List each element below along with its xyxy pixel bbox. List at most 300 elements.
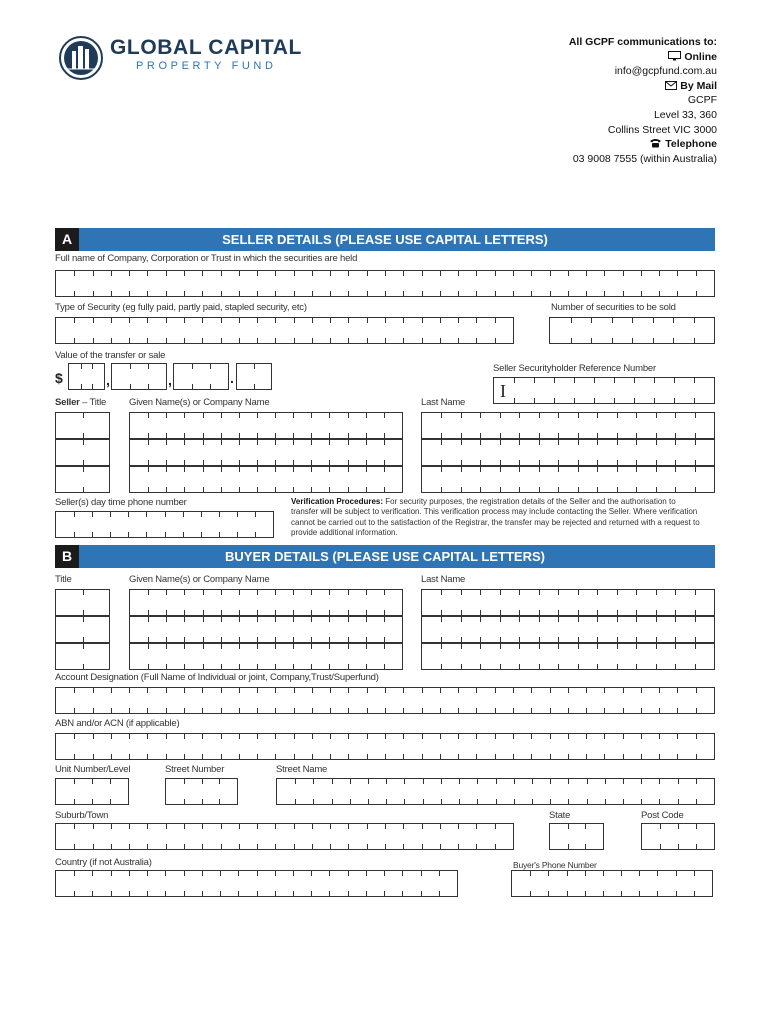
cell-divider — [617, 467, 618, 472]
cell-divider — [441, 460, 442, 465]
mail-line — [569, 79, 717, 94]
cell-divider — [539, 487, 540, 492]
cell-divider — [675, 460, 676, 465]
cell-divider — [293, 644, 294, 649]
cell-divider — [330, 271, 331, 276]
cell-divider — [311, 433, 312, 438]
cell-divider — [219, 779, 220, 784]
cell-divider — [550, 754, 551, 759]
value-field-1[interactable] — [68, 363, 105, 390]
cell-divider — [294, 844, 295, 849]
cell-divider — [695, 644, 696, 649]
buyer-title-label: Title — [55, 574, 72, 585]
cell-divider — [203, 440, 204, 445]
cell-divider — [403, 824, 404, 829]
cell-divider — [459, 799, 460, 804]
cell-divider — [166, 433, 167, 438]
cell-divider — [93, 688, 94, 693]
cell-divider — [111, 291, 112, 296]
cell-divider — [539, 440, 540, 445]
street-number-label: Street Number — [165, 764, 225, 775]
cell-divider — [597, 440, 598, 445]
cell-divider — [202, 824, 203, 829]
value-field-2[interactable] — [111, 363, 167, 390]
cell-divider — [568, 734, 569, 739]
cell-divider — [675, 433, 676, 438]
cell-divider — [239, 708, 240, 713]
cell-divider — [461, 413, 462, 418]
cell-divider — [461, 467, 462, 472]
cell-divider — [675, 467, 676, 472]
cell-divider — [695, 617, 696, 622]
cell-divider — [500, 644, 501, 649]
cell-divider — [202, 779, 203, 784]
cell-divider — [366, 891, 367, 896]
cell-divider — [458, 318, 459, 323]
cell-divider — [385, 271, 386, 276]
cell-divider — [558, 467, 559, 472]
cell-divider — [539, 610, 540, 615]
cell-divider — [636, 664, 637, 669]
cell-divider — [604, 734, 605, 739]
cell-divider — [654, 378, 655, 383]
street-name-field[interactable] — [276, 778, 715, 805]
cell-divider — [293, 460, 294, 465]
cell-divider — [404, 779, 405, 784]
seller-last-2[interactable] — [421, 439, 715, 466]
cell-divider — [558, 413, 559, 418]
cell-divider — [366, 644, 367, 649]
cell-divider — [656, 590, 657, 595]
cell-divider — [83, 487, 84, 492]
cell-divider — [441, 799, 442, 804]
unit-number-field[interactable] — [55, 778, 129, 805]
cell-divider — [586, 708, 587, 713]
cell-divider — [148, 440, 149, 445]
cell-divider — [384, 460, 385, 465]
cell-divider — [202, 891, 203, 896]
seller-given-3[interactable] — [129, 466, 403, 493]
cell-divider — [295, 779, 296, 784]
cell-divider — [366, 637, 367, 642]
cell-divider — [111, 734, 112, 739]
cell-divider — [476, 291, 477, 296]
online-label: Online — [684, 50, 717, 63]
cell-divider — [311, 891, 312, 896]
cell-divider — [111, 754, 112, 759]
cell-divider — [480, 433, 481, 438]
cell-divider — [202, 844, 203, 849]
cell-divider — [329, 460, 330, 465]
cell-divider — [237, 512, 238, 517]
cell-divider — [74, 891, 75, 896]
cell-divider — [128, 532, 129, 537]
cell-divider — [366, 610, 367, 615]
cell-divider — [558, 487, 559, 492]
cell-divider — [166, 413, 167, 418]
cell-divider — [534, 378, 535, 383]
cell-divider — [311, 460, 312, 465]
cell-divider — [202, 734, 203, 739]
cell-divider — [694, 378, 695, 383]
cell-divider — [366, 440, 367, 445]
cell-divider — [294, 688, 295, 693]
street-name-label: Street Name — [276, 764, 328, 775]
cell-divider — [695, 460, 696, 465]
cell-divider — [348, 637, 349, 642]
cell-divider — [675, 413, 676, 418]
cell-divider — [550, 688, 551, 693]
seller-given-1[interactable] — [129, 412, 403, 439]
cell-divider — [239, 754, 240, 759]
seller-last-1[interactable] — [421, 412, 715, 439]
cell-divider — [148, 590, 149, 595]
cell-divider — [350, 779, 351, 784]
cell-divider — [257, 844, 258, 849]
buyer-given-3[interactable] — [129, 643, 403, 670]
cell-divider — [550, 734, 551, 739]
cell-divider — [166, 487, 167, 492]
cell-divider — [678, 799, 679, 804]
cell-divider — [239, 440, 240, 445]
email[interactable]: info@gcpfund.com.au — [614, 65, 717, 78]
seller-given-2[interactable] — [129, 439, 403, 466]
cell-divider — [567, 871, 568, 876]
buyer-given-2[interactable] — [129, 616, 403, 643]
full-name-field[interactable] — [55, 270, 715, 297]
cell-divider — [458, 734, 459, 739]
cell-divider — [617, 460, 618, 465]
cell-divider — [239, 590, 240, 595]
seller-title-1[interactable] — [55, 412, 110, 439]
cell-divider — [147, 824, 148, 829]
street-number-field[interactable] — [165, 778, 238, 805]
cell-divider — [74, 871, 75, 876]
cell-divider — [166, 688, 167, 693]
cell-divider — [184, 644, 185, 649]
cell-divider — [203, 590, 204, 595]
cell-divider — [513, 688, 514, 693]
cell-divider — [166, 637, 167, 642]
cell-divider — [83, 467, 84, 472]
cell-divider — [550, 291, 551, 296]
cell-divider — [623, 291, 624, 296]
cell-divider — [421, 891, 422, 896]
cell-divider — [239, 617, 240, 622]
cell-divider — [111, 871, 112, 876]
cell-divider — [329, 467, 330, 472]
cell-divider — [495, 271, 496, 276]
cell-divider — [110, 799, 111, 804]
cell-divider — [74, 779, 75, 784]
buyer-given-1[interactable] — [129, 589, 403, 616]
cell-divider — [495, 824, 496, 829]
cell-divider — [366, 617, 367, 622]
cell-divider — [458, 844, 459, 849]
cell-divider — [675, 664, 676, 669]
cell-divider — [439, 891, 440, 896]
value-transfer-label: Value of the transfer or sale — [55, 350, 166, 361]
cell-divider — [480, 664, 481, 669]
buyer-phone-field[interactable] — [511, 870, 713, 897]
cell-divider — [148, 637, 149, 642]
cell-divider — [166, 734, 167, 739]
cell-divider — [591, 338, 592, 343]
cell-divider — [477, 779, 478, 784]
security-type-field[interactable] — [55, 317, 514, 344]
cell-divider — [184, 734, 185, 739]
dollar-sign: $ — [55, 370, 63, 386]
cell-divider — [239, 637, 240, 642]
cell-divider — [677, 688, 678, 693]
buyer-title-2[interactable] — [55, 616, 110, 643]
cell-divider — [675, 610, 676, 615]
cell-divider — [385, 734, 386, 739]
section-b-title: BUYER DETAILS (PLEASE USE CAPITAL LETTERS) — [225, 549, 545, 564]
cell-divider — [480, 413, 481, 418]
cell-divider — [237, 532, 238, 537]
cell-divider — [275, 891, 276, 896]
cell-divider — [656, 467, 657, 472]
cell-divider — [202, 271, 203, 276]
cell-divider — [74, 512, 75, 517]
value-field-3[interactable] — [173, 363, 229, 390]
seller-title-3[interactable] — [55, 466, 110, 493]
cell-divider — [659, 734, 660, 739]
cell-divider — [500, 590, 501, 595]
cell-divider — [220, 871, 221, 876]
cell-divider — [348, 617, 349, 622]
cell-divider — [402, 891, 403, 896]
cell-divider — [612, 318, 613, 323]
telephone-label: Telephone — [665, 138, 717, 151]
cell-divider — [366, 467, 367, 472]
cell-divider — [653, 338, 654, 343]
cell-divider — [148, 664, 149, 669]
cell-divider — [220, 891, 221, 896]
seller-title-2[interactable] — [55, 439, 110, 466]
cell-divider — [111, 824, 112, 829]
cell-divider — [202, 871, 203, 876]
cell-divider — [257, 644, 258, 649]
cell-divider — [519, 590, 520, 595]
cell-divider — [694, 871, 695, 876]
state-field[interactable] — [549, 823, 604, 850]
cell-divider — [184, 467, 185, 472]
postcode-field[interactable] — [641, 823, 715, 850]
cell-divider — [695, 590, 696, 595]
cell-divider — [219, 512, 220, 517]
cell-divider — [548, 891, 549, 896]
cell-divider — [519, 617, 520, 622]
cell-divider — [184, 891, 185, 896]
cell-divider — [311, 590, 312, 595]
online-line — [569, 50, 717, 65]
cell-divider — [312, 291, 313, 296]
cell-divider — [311, 413, 312, 418]
cell-divider — [578, 644, 579, 649]
cell-divider — [500, 460, 501, 465]
number-securities-field[interactable] — [549, 317, 715, 344]
cell-divider — [673, 318, 674, 323]
cell-divider — [500, 433, 501, 438]
cell-divider — [219, 532, 220, 537]
cell-divider — [677, 271, 678, 276]
buyer-title-1[interactable] — [55, 589, 110, 616]
cell-divider — [275, 824, 276, 829]
telephone-line — [569, 137, 717, 152]
cell-divider — [617, 664, 618, 669]
cell-divider — [147, 844, 148, 849]
seller-phone-field[interactable] — [55, 511, 274, 538]
cell-divider — [550, 708, 551, 713]
cell-divider — [519, 440, 520, 445]
monitor-icon — [668, 51, 681, 61]
buyer-last-3[interactable] — [421, 643, 715, 670]
cell-divider — [578, 460, 579, 465]
cell-divider — [329, 487, 330, 492]
cell-divider — [423, 779, 424, 784]
country-field[interactable] — [55, 870, 458, 897]
cell-divider — [203, 487, 204, 492]
cell-divider — [385, 844, 386, 849]
cell-divider — [656, 644, 657, 649]
address-line-2: Level 33, 360 — [653, 108, 717, 121]
cell-divider — [275, 440, 276, 445]
cell-divider — [293, 487, 294, 492]
cell-divider — [203, 467, 204, 472]
cell-divider — [203, 617, 204, 622]
cell-divider — [165, 871, 166, 876]
cell-divider — [93, 708, 94, 713]
cell-divider — [367, 708, 368, 713]
buyer-last-2[interactable] — [421, 616, 715, 643]
abn-acn-label: ABN and/or ACN (if applicable) — [55, 718, 180, 729]
cell-divider — [257, 610, 258, 615]
cell-divider — [513, 734, 514, 739]
cell-divider — [275, 338, 276, 343]
value-field-cents[interactable] — [236, 363, 272, 390]
unit-number-label: Unit Number/Level — [55, 764, 131, 775]
cell-divider — [403, 271, 404, 276]
cell-divider — [519, 610, 520, 615]
cell-divider — [93, 291, 94, 296]
cell-divider — [239, 824, 240, 829]
cell-divider — [148, 610, 149, 615]
cell-divider — [83, 440, 84, 445]
cell-divider — [201, 512, 202, 517]
cell-divider — [476, 688, 477, 693]
cell-divider — [166, 754, 167, 759]
cell-divider — [348, 413, 349, 418]
address-line-3: Collins Street VIC 3000 — [607, 123, 717, 136]
cell-divider — [221, 644, 222, 649]
cell-divider — [384, 637, 385, 642]
cell-divider — [403, 688, 404, 693]
buyer-last-1[interactable] — [421, 589, 715, 616]
cell-divider — [221, 271, 222, 276]
seller-last-3[interactable] — [421, 466, 715, 493]
cell-divider — [495, 318, 496, 323]
cell-divider — [641, 688, 642, 693]
cell-divider — [148, 487, 149, 492]
cell-divider — [275, 487, 276, 492]
cell-divider — [239, 844, 240, 849]
cell-divider — [696, 708, 697, 713]
cell-divider — [147, 338, 148, 343]
cell-divider — [201, 532, 202, 537]
cell-divider — [500, 413, 501, 418]
cell-divider — [621, 871, 622, 876]
cell-divider — [294, 318, 295, 323]
cell-divider — [586, 754, 587, 759]
cell-divider — [623, 799, 624, 804]
cell-divider — [500, 440, 501, 445]
cell-divider — [568, 824, 569, 829]
suburb-field[interactable] — [55, 823, 514, 850]
cell-divider — [275, 754, 276, 759]
title-word: – Title — [79, 397, 107, 408]
cell-divider — [695, 610, 696, 615]
cell-divider — [202, 799, 203, 804]
cell-divider — [636, 617, 637, 622]
cell-divider — [440, 338, 441, 343]
cell-divider — [312, 754, 313, 759]
cell-divider — [294, 734, 295, 739]
cell-divider — [386, 799, 387, 804]
cell-divider — [184, 617, 185, 622]
cell-divider — [148, 460, 149, 465]
cell-divider — [403, 844, 404, 849]
cell-divider — [330, 824, 331, 829]
cell-divider — [239, 664, 240, 669]
cell-divider — [275, 688, 276, 693]
cell-divider — [239, 467, 240, 472]
cell-divider — [329, 413, 330, 418]
cell-divider — [239, 610, 240, 615]
cell-divider — [313, 799, 314, 804]
cell-divider — [147, 291, 148, 296]
account-designation-field[interactable] — [55, 687, 715, 714]
cell-divider — [110, 779, 111, 784]
cell-divider — [568, 271, 569, 276]
cell-divider — [184, 844, 185, 849]
cell-divider — [656, 637, 657, 642]
cell-divider — [257, 754, 258, 759]
cell-divider — [148, 644, 149, 649]
cell-divider — [129, 271, 130, 276]
cell-divider — [531, 688, 532, 693]
cell-divider — [558, 664, 559, 669]
abn-acn-field[interactable] — [55, 733, 715, 760]
cell-divider — [221, 440, 222, 445]
cell-divider — [578, 440, 579, 445]
srn-field[interactable] — [493, 377, 715, 404]
cell-divider — [275, 460, 276, 465]
logo-icon — [58, 35, 104, 81]
cell-divider — [329, 610, 330, 615]
cell-divider — [74, 688, 75, 693]
cell-divider — [441, 779, 442, 784]
cell-divider — [147, 734, 148, 739]
buyer-title-3[interactable] — [55, 643, 110, 670]
cell-divider — [184, 433, 185, 438]
cell-divider — [221, 734, 222, 739]
cell-divider — [441, 413, 442, 418]
decimal-point: . — [230, 370, 234, 386]
cell-divider — [623, 754, 624, 759]
cell-divider — [597, 617, 598, 622]
